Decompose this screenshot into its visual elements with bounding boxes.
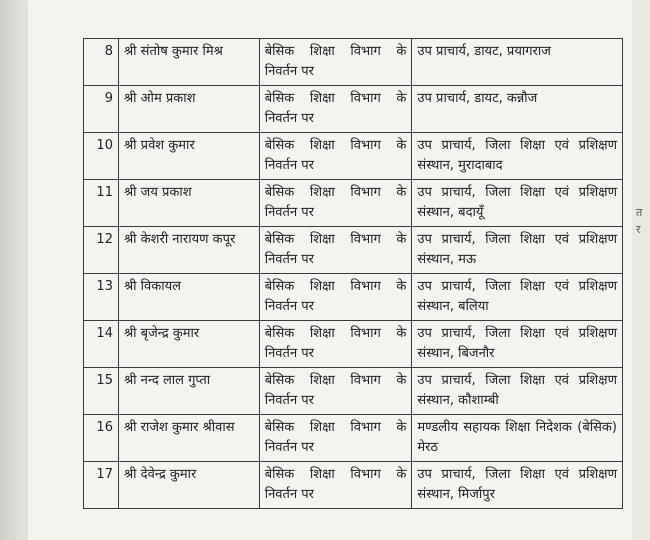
table-row — [84, 39, 623, 86]
department-note-cell: बेसिक शिक्षा विभाग के निवर्तन पर — [259, 415, 412, 462]
posting-cell: उप प्राचार्य, जिला शिक्षा एवं प्रशिक्षण संस्थान, बलिया — [412, 274, 623, 321]
serial-number-cell: 16 — [84, 415, 119, 462]
edge-mark-1: त — [636, 206, 643, 219]
serial-number-cell: 10 — [84, 133, 119, 180]
department-note-cell: बेसिक शिक्षा विभाग के निवर्तन पर — [259, 462, 412, 509]
department-note-cell: बेसिक शिक्षा विभाग के निवर्तन पर — [259, 39, 412, 86]
posting-cell: उप प्राचार्य, जिला शिक्षा एवं प्रशिक्षण संस्थान, मिर्जापुर — [412, 462, 623, 509]
serial-number-cell: 11 — [84, 180, 119, 227]
posting-cell: उप प्राचार्य, जिला शिक्षा एवं प्रशिक्षण संस्थान, मुरादाबाद — [412, 133, 623, 180]
officer-name-cell: श्री प्रवेश कुमार — [118, 133, 259, 180]
document-page — [28, 0, 632, 540]
serial-number-cell: 9 — [84, 86, 119, 133]
posting-cell: मण्डलीय सहायक शिक्षा निदेशक (बेसिक) मेरठ — [412, 415, 623, 462]
department-note-cell: बेसिक शिक्षा विभाग के निवर्तन पर — [259, 227, 412, 274]
table-row — [84, 415, 623, 462]
table-row — [84, 133, 623, 180]
officer-name-cell: श्री ओम प्रकाश — [118, 86, 259, 133]
department-note-cell: बेसिक शिक्षा विभाग के निवर्तन पर — [259, 274, 412, 321]
table-row — [84, 321, 623, 368]
posting-cell: उप प्राचार्य, डायट, प्रयागराज — [412, 39, 623, 86]
department-note-cell: बेसिक शिक्षा विभाग के निवर्तन पर — [259, 133, 412, 180]
department-note-cell: बेसिक शिक्षा विभाग के निवर्तन पर — [259, 180, 412, 227]
department-note-cell: बेसिक शिक्षा विभाग के निवर्तन पर — [259, 321, 412, 368]
table-row — [84, 227, 623, 274]
posting-cell: उप प्राचार्य, जिला शिक्षा एवं प्रशिक्षण संस्थान, कौशाम्बी — [412, 368, 623, 415]
transfer-table — [83, 38, 623, 509]
posting-cell: उप प्राचार्य, डायट, कन्नौज — [412, 86, 623, 133]
serial-number-cell: 13 — [84, 274, 119, 321]
edge-mark-2: र — [636, 223, 641, 236]
posting-cell: उप प्राचार्य, जिला शिक्षा एवं प्रशिक्षण संस्थान, बिजनौर — [412, 321, 623, 368]
table-row — [84, 462, 623, 509]
officer-name-cell: श्री जय प्रकाश — [118, 180, 259, 227]
left-page-edge — [0, 0, 28, 540]
table-row — [84, 86, 623, 133]
serial-number-cell: 14 — [84, 321, 119, 368]
officer-name-cell: श्री नन्द लाल गुप्ता — [118, 368, 259, 415]
officer-name-cell: श्री विकायल — [118, 274, 259, 321]
posting-cell: उप प्राचार्य, जिला शिक्षा एवं प्रशिक्षण संस्थान, मऊ — [412, 227, 623, 274]
officer-name-cell: श्री बृजेन्द्र कुमार — [118, 321, 259, 368]
serial-number-cell: 17 — [84, 462, 119, 509]
officer-name-cell: श्री देवेन्द्र कुमार — [118, 462, 259, 509]
department-note-cell: बेसिक शिक्षा विभाग के निवर्तन पर — [259, 86, 412, 133]
officer-name-cell: श्री राजेश कुमार श्रीवास — [118, 415, 259, 462]
serial-number-cell: 12 — [84, 227, 119, 274]
table-row — [84, 180, 623, 227]
officer-name-cell: श्री संतोष कुमार मिश्र — [118, 39, 259, 86]
table-row — [84, 274, 623, 321]
serial-number-cell: 8 — [84, 39, 119, 86]
serial-number-cell: 15 — [84, 368, 119, 415]
officer-name-cell: श्री केशरी नारायण कपूर — [118, 227, 259, 274]
department-note-cell: बेसिक शिक्षा विभाग के निवर्तन पर — [259, 368, 412, 415]
table-row — [84, 368, 623, 415]
right-page-edge — [632, 0, 650, 540]
transfer-table-body — [84, 39, 623, 509]
posting-cell: उप प्राचार्य, जिला शिक्षा एवं प्रशिक्षण संस्थान, बदायूँ — [412, 180, 623, 227]
